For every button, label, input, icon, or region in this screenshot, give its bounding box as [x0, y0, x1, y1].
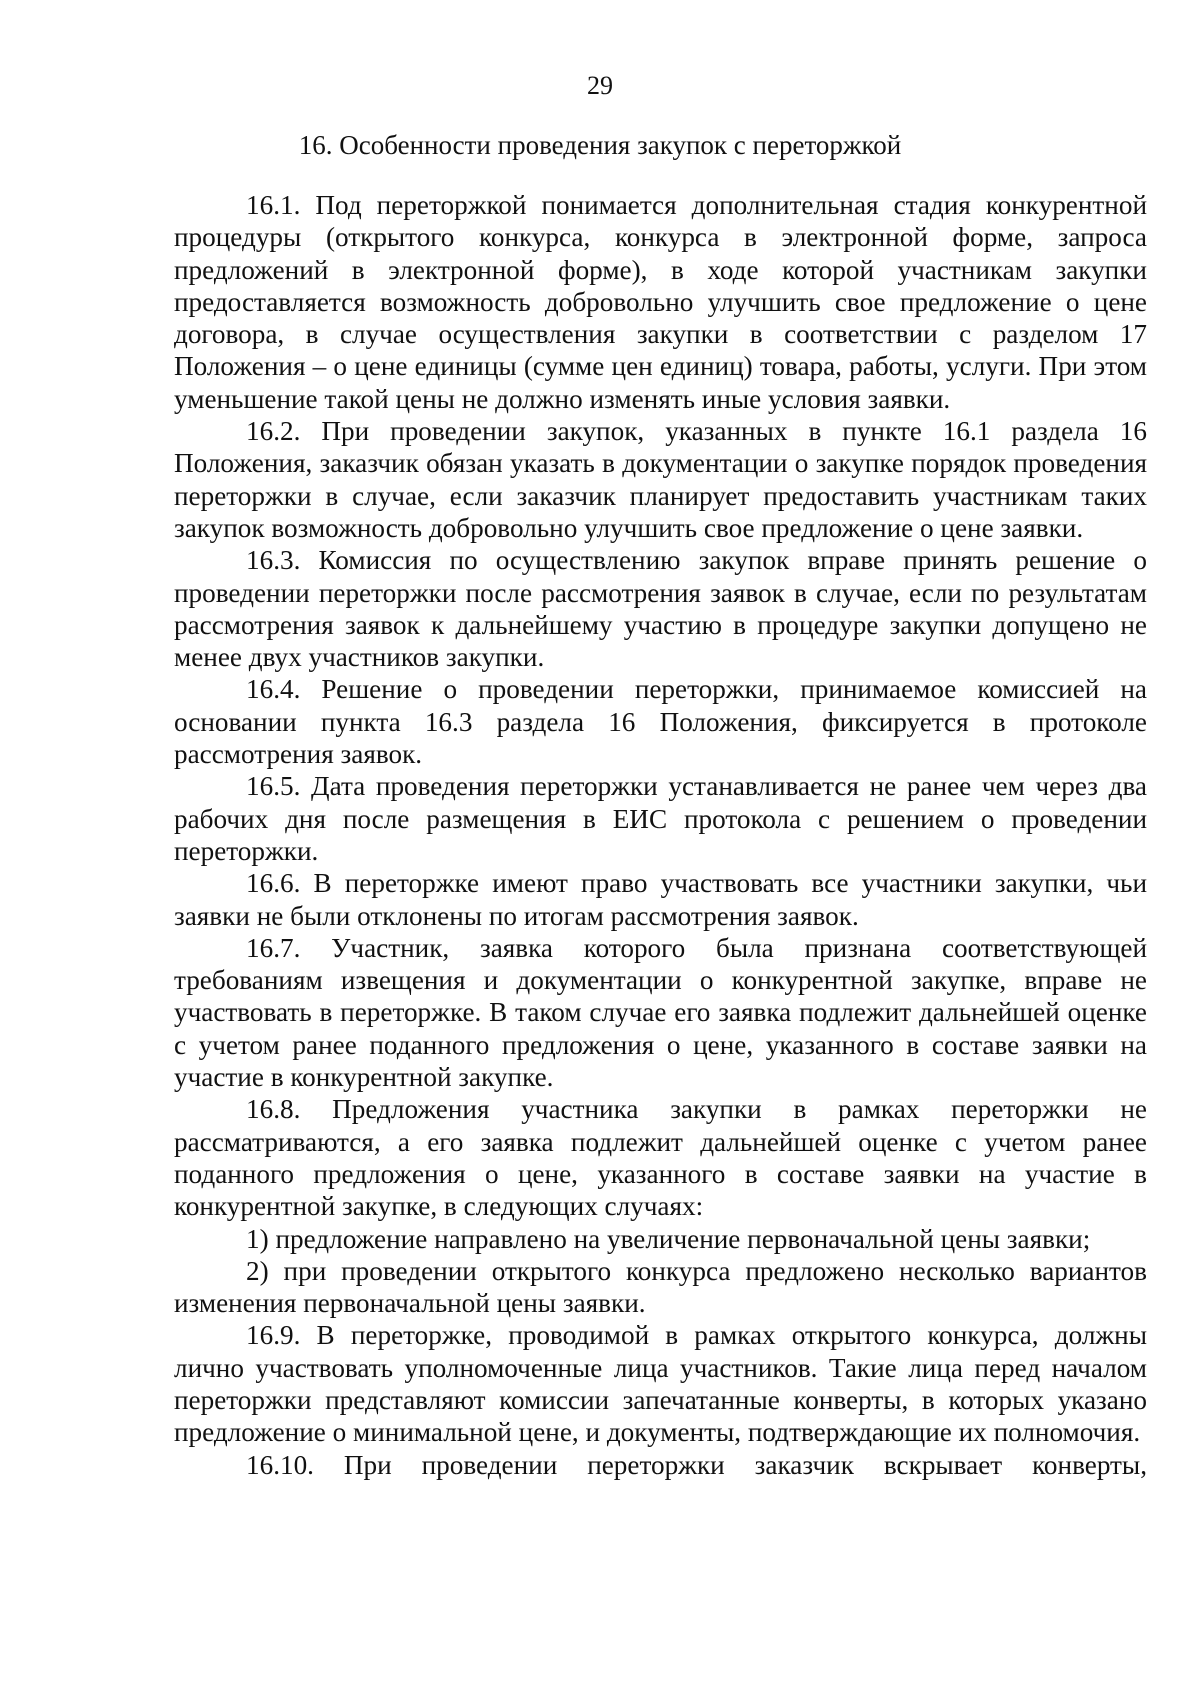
paragraph-16-10: 16.10. При проведении переторжки заказчик вскрывает конверты,: [246, 1449, 1147, 1480]
document-body: [174, 189, 1147, 1481]
paragraph-16-3: 16.3. Комиссия по осуществлению закупок вправе принять решение о проведении переторжки после рассмотрения заявок в случае, если по результатам рассмотрения заявок к дальнейшему участию в процедуре закупки допущено не менее двух участников закупки.: [174, 545, 1147, 673]
paragraph-16-6: 16.6. В переторжке имеют право участвовать все участники закупки, чьи заявки не были отклонены по итогам рассмотрения заявок.: [174, 868, 1147, 931]
list-item-1: 1) предложение направлено на увеличение первоначальной цены заявки;: [246, 1223, 1091, 1254]
section-title: 16. Особенности проведения закупок с переторжкой: [298, 130, 902, 160]
paragraph-16-7: 16.7. Участник, заявка которого была признана соответствующей требованиям извещения и документации о конкурентной закупке, вправе не участвовать в переторжке. В таком случае его заявка подлежит дальнейшей оценке с учетом ранее поданного предложения о цене, указанного в составе заявки на участие в конкурентной закупке.: [174, 932, 1147, 1093]
paragraph-16-4: 16.4. Решение о проведении переторжки, принимаемое комиссией на основании пункта 16.3 раздела 16 Положения, фиксируется в протоколе рассмотрения заявок.: [174, 674, 1147, 770]
paragraph-16-8: 16.8. Предложения участника закупки в рамках переторжки не рассматриваются, а его заявка подлежит дальнейшей оценке с учетом ранее поданного предложения о цене, указанного в составе заявки на участие в конкурентной закупке, в следующих случаях:: [174, 1094, 1147, 1222]
paragraph-16-1: 16.1. Под переторжкой понимается дополнительная стадия конкурентной процедуры (открытого конкурса, конкурса в электронной форме, запроса предложений в электронной форме), в ходе которой участникам закупки предоставляется возможность добровольно улучшить свое предложение о цене договора, в случае осуществления закупки в соответствии с разделом 17 Положения – о цене единицы (сумме цен единиц) товара, работы, услуги. При этом уменьшение такой цены не должно изменять иные условия заявки.: [174, 190, 1147, 414]
paragraph-16-9: 16.9. В переторжке, проводимой в рамках открытого конкурса, должны лично участвовать уполномоченные лица участников. Такие лица перед началом переторжки представляют комиссии запечатанные конверты, в которых указано предложение о минимальной цене, и документы, подтверждающие их полномочия.: [174, 1320, 1147, 1448]
paragraph-16-2: 16.2. При проведении закупок, указанных в пункте 16.1 раздела 16 Положения, заказчик обязан указать в документации о закупке порядок проведения переторжки в случае, если заказчик планирует предоставить участникам таких закупок возможность добровольно улучшить свое предложение о цене заявки.: [174, 416, 1147, 543]
page-number: 29: [587, 71, 613, 100]
list-item-2: 2) при проведении открытого конкурса предложено несколько вариантов изменения первоначальной цены заявки.: [174, 1255, 1147, 1319]
paragraph-16-5: 16.5. Дата проведения переторжки устанавливается не ранее чем через два рабочих дня после размещения в ЕИС протокола с решением о проведении переторжки.: [174, 771, 1147, 866]
